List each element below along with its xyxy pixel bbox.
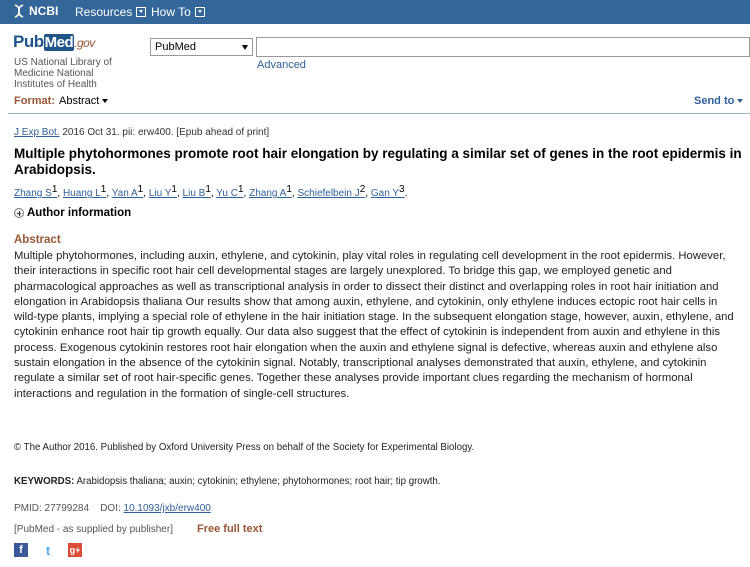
database-select-value: PubMed [155, 41, 196, 53]
howto-label: How To [151, 5, 191, 19]
chevron-down-icon [136, 7, 146, 17]
pubmed-logo[interactable] [13, 32, 95, 52]
format-row [0, 95, 750, 109]
author-link[interactable]: Liu $Y^1$ [148, 184, 177, 199]
journal-link[interactable]: J Exp Bot. [14, 127, 60, 138]
nlm-text[interactable]: US National Library of Medicine National Institutes of Health [14, 57, 112, 90]
author-link[interactable]: Schiefelbein $J^2$ [297, 184, 366, 199]
search-input[interactable] [256, 37, 750, 57]
author-separator: , [57, 188, 63, 199]
howto-menu[interactable] [151, 5, 205, 19]
abstract-text: Multiple phytohormones, including auxin, ethylene, and cytokinin, play vital roles in regulating cell development in the root epidermis. However, their interactions in specific root hair cell developmental stages are largely unexplored. To bridge this gap, we employed genetic and pharmacological approaches as well as transcriptional analysis in order to dissect their distinct and overlapping roles in root hair initiation and elongation in Arabidopsis thaliana Our results show that among auxin, ethylene, and cytokinin, only ethylene induces ectopic root hair cells in wild-type plants, implying a special role of ethylene in the hair initiation stage. In the subsequent elongation stage, however, auxin, ethylene, and cytokinin enhance root hair tip growth equally. Our data also suggest that the effect of cytokinin is independent from auxin and ethylene in this process. Exogenous cytokinin restores root hair elongation when the auxin and ethylene signal is defective, whereas auxin and ethylene also sustain elongation in the absence of the cytokinin signal. Notably, transcriptional analyses demonstrated that auxin, ethylene, and cytokinin regulate a similar set of root hair-specific genes. Together these analyses provide important clues regarding the mechanism of hormonal interactions and regulation in the formation of single-cell structures. [14, 250, 734, 400]
logo-gov: .gov [74, 36, 95, 50]
pubmed-header [0, 24, 750, 94]
author-link[interactable]: Yu $C^1$ [216, 184, 244, 199]
logo-pub: Pub [13, 32, 44, 51]
twitter-icon[interactable]: t [45, 542, 51, 558]
ncbi-logo[interactable] [12, 4, 58, 18]
copyright-text: © The Author 2016. Published by Oxford University Press on behalf of the Society for Experimental Biology. [14, 442, 475, 453]
format-label: Format: [14, 95, 55, 107]
ncbi-label: NCBI [29, 4, 59, 18]
send-to-button[interactable] [694, 95, 743, 107]
dropdown-arrow-icon [242, 45, 248, 50]
author-affiliation[interactable]: 1 [51, 184, 58, 195]
ncbi-helix-icon [12, 4, 26, 18]
author-affiliation[interactable]: 1 [237, 184, 244, 195]
author-separator: , [106, 188, 112, 199]
author-list [14, 184, 407, 199]
author-affiliation[interactable]: 1 [100, 184, 107, 195]
article-title: Multiple phytohormones promote root hair elongation by regulating a similar set of genes in the root epidermis in Arabidopsis. [14, 146, 742, 177]
author-separator: , [143, 188, 149, 199]
author-affiliation[interactable]: 1 [205, 184, 211, 195]
format-selector[interactable] [59, 95, 108, 107]
share-bar [14, 543, 82, 557]
send-to-label: Send to [694, 95, 735, 107]
author-information-label: Author information [27, 207, 132, 219]
author-separator: , [176, 188, 183, 199]
facebook-icon[interactable]: f [14, 543, 28, 557]
author-link[interactable]: Zhang $A^1$ [249, 184, 292, 199]
source-status: [PubMed - as supplied by publisher] [14, 524, 173, 535]
author-separator: . [404, 188, 408, 199]
author-link[interactable]: Zhang $S^1$ [14, 184, 58, 199]
doi-link[interactable]: 10.1093/jxb/erw400 [123, 503, 211, 514]
resources-label: Resources [75, 5, 133, 19]
caret-down-icon [102, 99, 108, 103]
caret-down-icon [737, 99, 743, 103]
pmid: PMID: 27799284 [14, 503, 90, 514]
database-select[interactable] [150, 38, 253, 56]
keywords [14, 476, 440, 487]
author-separator: , [243, 188, 250, 199]
author-affiliation[interactable]: 2 [359, 184, 366, 195]
author-link[interactable]: Liu $B^1$ [182, 184, 211, 199]
author-affiliation[interactable]: 3 [399, 184, 405, 195]
author-affiliation[interactable]: 1 [171, 184, 177, 195]
author-information-toggle[interactable] [14, 207, 131, 219]
logo-med: Med [44, 34, 74, 51]
chevron-down-icon [195, 7, 205, 17]
format-value: Abstract [59, 95, 100, 107]
expand-plus-icon [14, 208, 24, 218]
abstract-heading: Abstract [14, 234, 61, 246]
author-separator: , [210, 188, 217, 199]
doi-label: DOI: [100, 503, 121, 514]
citation [14, 127, 269, 138]
advanced-search-link[interactable]: Advanced [257, 59, 306, 71]
resources-menu[interactable] [75, 5, 146, 19]
author-link[interactable]: Gan $Y^3$ [370, 184, 405, 199]
author-separator: , [291, 188, 298, 199]
ncbi-top-bar [0, 0, 750, 24]
author-link[interactable]: Yan $A^1$ [111, 184, 144, 199]
identifiers [14, 503, 211, 514]
citation-details: 2016 Oct 31. pii: erw400. [Epub ahead of print] [59, 127, 270, 138]
author-link[interactable]: Huang $L^1$ [62, 184, 107, 199]
free-full-text-link[interactable]: Free full text [197, 523, 263, 535]
keywords-label: KEYWORDS: [14, 476, 75, 487]
author-separator: , [365, 188, 371, 199]
google-plus-icon[interactable]: g+ [69, 545, 81, 555]
keywords-list: Arabidopsis thaliana; auxin; cytokinin; ethylene; phytohormones; root hair; tip growth. [74, 476, 441, 487]
divider [8, 113, 750, 114]
author-affiliation[interactable]: 1 [286, 184, 292, 195]
author-affiliation[interactable]: 1 [137, 184, 144, 195]
